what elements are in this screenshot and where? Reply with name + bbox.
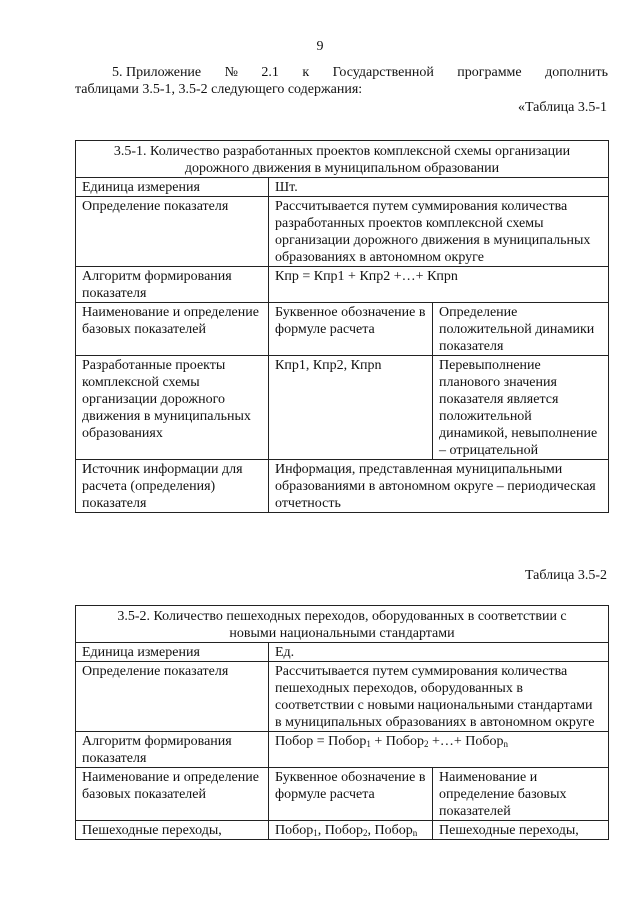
table-row [76,662,609,732]
intro-word: Государственной [332,65,434,80]
column-header: Буквенное обозначение в формуле расчета [269,303,433,356]
column-header: Наименование и определение базовых показателей [433,768,609,821]
row-label: Наименование и определение базовых показателей [76,303,269,356]
row-value: Рассчитывается путем суммирования количества пешеходных переходов, оборудованных в соответствии с новыми национальными стандартами в муниципальных образованиях в автономном округе [269,662,609,732]
table-row [76,606,609,643]
formula: Кпр = Кпр1 + Кпр2 +…+ Кпрn [269,267,609,303]
cell-value: Пешеходные переходы, [433,821,609,840]
indicator-table-1 [75,140,609,513]
intro-line-1 [75,64,608,81]
cell-value: Побор$_1$, Побор$_2$, Побор$_n$ [269,821,433,840]
table-row [76,732,609,768]
intro-word: дополнить [545,65,608,80]
row-label: Алгоритм формирования показателя [76,267,269,303]
row-label: Источник информации для расчета (определения) показателя [76,460,269,513]
row-label: Наименование и определение базовых показателей [76,768,269,821]
row-label: Единица измерения [76,178,269,197]
table1-caption: «Таблица 3.5-1 [517,100,607,115]
row-label: Определение показателя [76,662,269,732]
table-row [76,267,609,303]
table-row [76,141,609,178]
table-row [76,303,609,356]
formula: Побор = Побор$_1$ + Побор$_2$ +…+ Побор$_n$ [269,732,609,768]
row-label: Определение показателя [76,197,269,267]
indicator-table-2 [75,605,609,840]
intro-word: № [224,65,238,80]
cell-value: Кпр1, Кпр2, Кпрn [269,356,433,460]
table-row [76,356,609,460]
row-label: Единица измерения [76,643,269,662]
row-label: Пешеходные переходы, [76,821,269,840]
row-value: Шт. [269,178,609,197]
table-row [76,178,609,197]
column-header: Определение положительной динамики показателя [433,303,609,356]
intro-line-2: таблицами 3.5-1, 3.5-2 следующего содержания: [75,82,363,97]
intro-word: 5. Приложение [112,65,202,80]
table-row [76,197,609,267]
row-label: Разработанные проекты комплексной схемы организации дорожного движения в муниципальных образованиях [76,356,269,460]
table-row [76,768,609,821]
page-number: 9 [316,39,324,54]
table-title: 3.5-1. Количество разработанных проектов комплексной схемы организации дорожного движения в муниципальном образовании [76,141,609,178]
row-label: Алгоритм формирования показателя [76,732,269,768]
table-row [76,821,609,840]
intro-paragraph [75,64,608,98]
table-row [76,643,609,662]
intro-word: 2.1 [261,65,279,80]
row-value: Информация, представленная муниципальными образованиями в автономном округе – периодическая отчетность [269,460,609,513]
intro-word: программе [457,65,522,80]
cell-value: Перевыполнение планового значения показателя является положительной динамикой, невыполнение – отрицательной [433,356,609,460]
table2-caption: Таблица 3.5-2 [524,568,607,583]
row-value: Рассчитывается путем суммирования количества разработанных проектов комплексной схемы организации дорожного движения в муниципальных образованиях в автономном округе [269,197,609,267]
intro-word: к [302,65,310,80]
table-title: 3.5-2. Количество пешеходных переходов, оборудованных в соответствии с новыми национальными стандартами [76,606,609,643]
row-value: Ед. [269,643,609,662]
table-row [76,460,609,513]
column-header: Буквенное обозначение в формуле расчета [269,768,433,821]
